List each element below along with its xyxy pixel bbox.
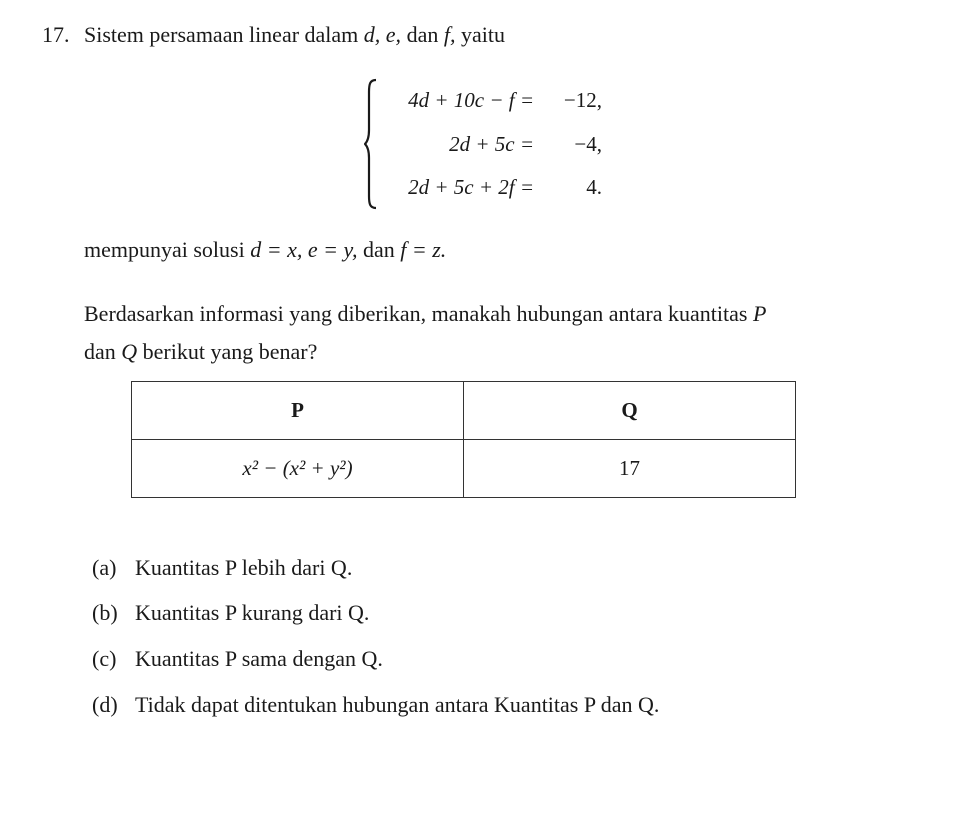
prompt-line2-prefix: dan <box>84 339 116 364</box>
equation-2-lhs: 2d + 5c = <box>449 132 534 156</box>
equation-rhs-column <box>542 78 602 210</box>
prompt-line2-suffix: berikut yang benar? <box>142 339 318 364</box>
p-expression-cell <box>132 440 464 498</box>
option-a-text: Kuantitas P lebih dari Q. <box>135 555 353 580</box>
prompt-var-p: P <box>752 301 767 326</box>
equation-3-lhs: 2d + 5c + 2f = <box>408 175 534 199</box>
intro-suffix: yaitu <box>460 22 505 47</box>
option-c-text: Kuantitas P sama dengan Q. <box>135 646 383 671</box>
option-c[interactable] <box>92 646 383 672</box>
intro-mid: dan <box>406 22 439 47</box>
equation-1-lhs: 4d + 10c − f = <box>408 88 534 112</box>
table-row <box>132 440 796 498</box>
table-header-p: P <box>132 382 464 440</box>
option-b-label: (b) <box>92 600 118 625</box>
option-d[interactable] <box>92 692 659 718</box>
pq-table <box>131 381 796 498</box>
p-expression: x² − (x² + y²) <box>242 456 353 480</box>
question-intro <box>84 22 505 48</box>
intro-var-f: f, <box>443 22 456 47</box>
solution-mid: dan <box>363 237 395 262</box>
prompt-var-q: Q <box>121 339 138 364</box>
option-a[interactable] <box>92 555 352 581</box>
option-a-label: (a) <box>92 555 117 580</box>
option-c-label: (c) <box>92 646 117 671</box>
solution-part-3: f = z. <box>400 237 447 262</box>
table-header-q: Q <box>464 382 796 440</box>
solution-part-2: e = y, <box>307 237 358 262</box>
question-prompt <box>84 295 914 371</box>
q-value-cell: 17 <box>464 440 796 498</box>
option-d-text: Tidak dapat ditentukan hubungan antara Kuantitas P dan Q. <box>135 692 660 717</box>
table-header-row <box>132 382 796 440</box>
equation-2-rhs: −4, <box>574 132 602 156</box>
equation-lhs-column <box>374 78 534 210</box>
option-b[interactable] <box>92 600 369 626</box>
intro-vars: d, e, <box>363 22 402 47</box>
solution-line <box>84 237 446 263</box>
question-number: 17. <box>42 22 70 47</box>
intro-prefix: Sistem persamaan linear dalam <box>84 22 359 47</box>
solution-prefix: mempunyai solusi <box>84 237 245 262</box>
equation-3-rhs: 4. <box>586 175 602 199</box>
prompt-line1: Berdasarkan informasi yang diberikan, manakah hubungan antara kuantitas <box>84 301 748 326</box>
equation-system <box>364 78 624 210</box>
option-d-label: (d) <box>92 692 118 717</box>
solution-part-1: d = x, <box>250 237 303 262</box>
option-b-text: Kuantitas P kurang dari Q. <box>135 600 370 625</box>
equation-1-rhs: −12, <box>563 88 602 112</box>
